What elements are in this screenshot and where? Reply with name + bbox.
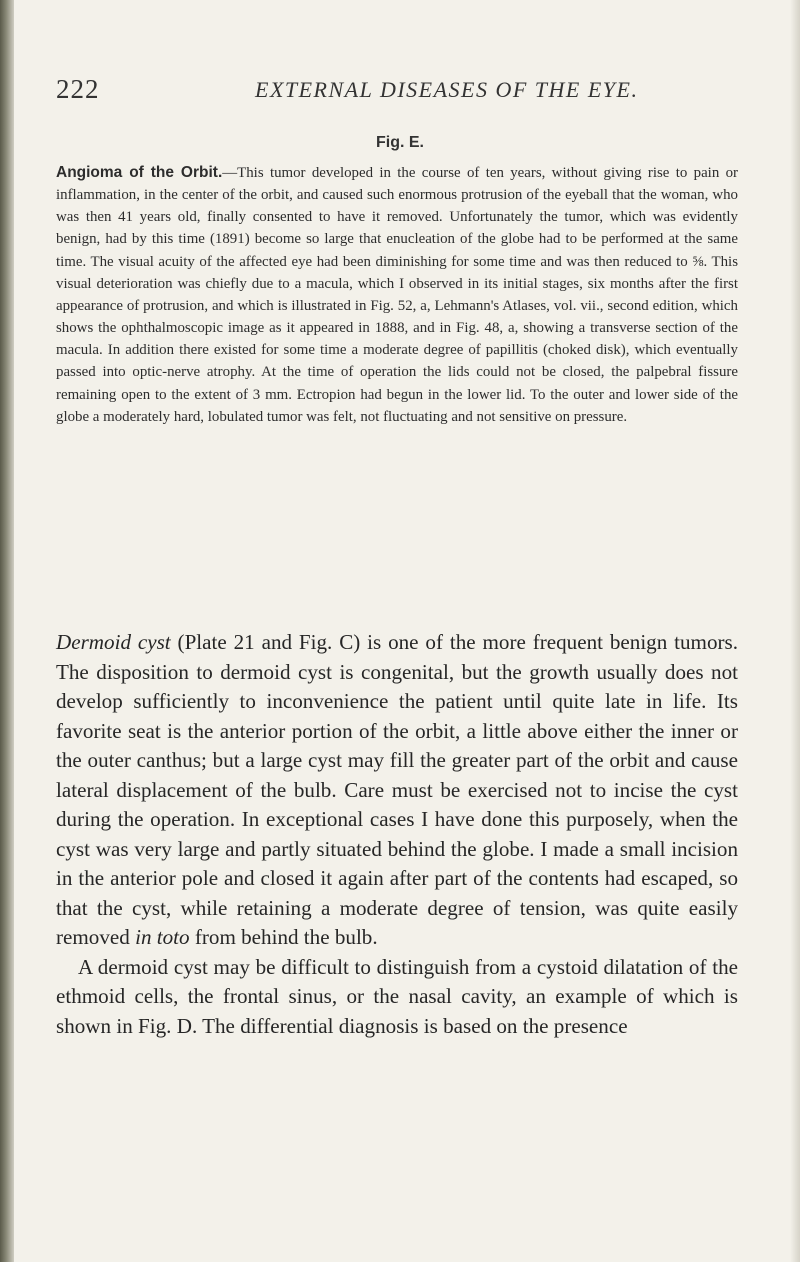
term-in-toto: in toto (135, 925, 190, 949)
figure-caption: Fig. E. (376, 134, 424, 151)
running-head: EXTERNAL DISEASES OF THE EYE. (255, 77, 639, 102)
paragraph-differential: A dermoid cyst may be difficult to distinguish from a cystoid dilatation of the ethmoid cells, the frontal sinus, or the nasal cavity, an example of which is shown in Fig. D. The differential diagnosis is based on the presence (56, 954, 738, 1038)
main-text (56, 628, 738, 1041)
case-note-paragraph (56, 162, 738, 428)
paragraph-dermoid-cyst (56, 628, 738, 953)
page-number: 222 (56, 74, 100, 104)
term-dermoid-cyst: Dermoid cyst (56, 630, 171, 654)
paragraph-text: from behind the bulb. (189, 925, 378, 949)
page-header (56, 74, 736, 106)
book-gutter-edge (0, 0, 14, 1262)
page-right-edge (790, 0, 800, 1262)
case-note-title: Angioma of the Orbit. (56, 164, 223, 181)
case-note-body: —This tumor developed in the course of ten years, without giving rise to pain or inflammation, in the center of the orbit, and caused such enormous protrusion of the eyeball that the woman, who was then 41 years old, finally consented to have it removed. Unfortunately the tumor, which was evidently benign, had by this time (1891) become so large that enucleation of the globe had to be performed at the same time. The visual acuity of the affected eye had been diminishing for some time and was then reduced to ⅝. This visual deterioration was chiefly due to a macula, which I observed in its initial stages, six months after the first appearance of protrusion, and which is illustrated in Fig. 52, a, Lehmann's Atlases, vol. vii., second edition, which shows the ophthalmoscopic image as it appeared in 1888, and in Fig. 48, a, showing a transverse section of the macula. In addition there existed for some time a moderate degree of papillitis (choked disk), which eventually passed into optic-nerve atrophy. At the time of operation the lids could not be closed, the palpebral fissure remaining open to the extent of 3 mm. Ectropion had begun in the lower lid. To the outer and lower side of the globe a moderately hard, lobulated tumor was felt, not fluctuating and not sensitive on pressure. (56, 165, 738, 425)
paragraph-text: (Plate 21 and Fig. C) is one of the more frequent benign tumors. The disposition to dermoid cyst is congenital, but the growth usually does not develop sufficiently to inconvenience the patient until quite late in life. Its favorite seat is the anterior portion of the orbit, a little above either the inner or the outer canthus; but a large cyst may fill the greater part of the orbit and cause lateral displacement of the bulb. Care must be exercised not to incise the cyst during the operation. In exceptional cases I have done this purposely, when the cyst was very large and partly situated behind the globe. I made a small incision in the anterior pole and closed it again after part of the contents had escaped, so that the cyst, while retaining a moderate degree of tension, was quite easily removed (56, 630, 739, 949)
